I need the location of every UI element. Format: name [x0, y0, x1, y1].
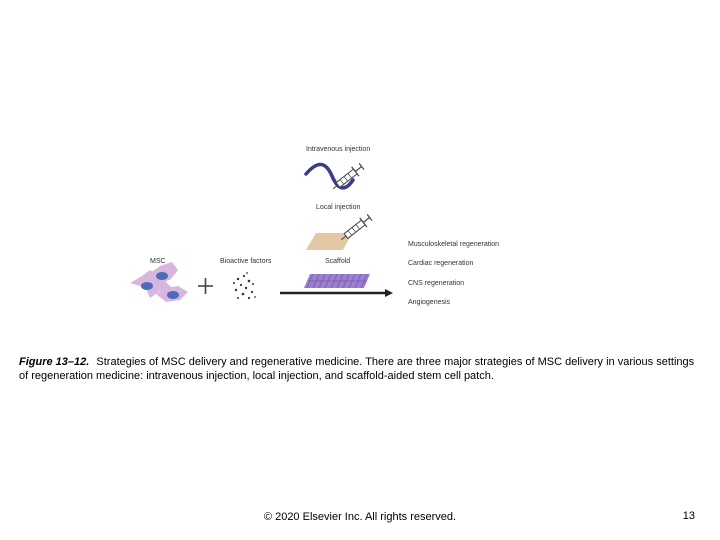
outcome-angiogenesis: Angiogenesis — [408, 299, 451, 306]
scaffold-illustration — [304, 274, 370, 288]
msc-cells — [130, 262, 188, 302]
figure-caption-text: Strategies of MSC delivery and regenerative medicine. There are three major strategies of MSC delivery in various settings of regeneration medicine: intravenous injection, local injection, and scaffold-aided stem cell patch. — [19, 356, 695, 382]
label-msc: MSC — [150, 258, 166, 265]
outcome-cardiac: Cardiac regeneration — [408, 260, 474, 267]
label-bioactive-factors: Bioactive factors — [220, 258, 272, 265]
label-scaffold: Scaffold — [325, 258, 351, 265]
plus-icon — [198, 278, 213, 294]
figure-caption — [19, 355, 699, 383]
bioactive-factor-dots — [233, 272, 256, 299]
page-number: 13 — [682, 510, 695, 522]
outcome-cns: CNS regeneration — [408, 280, 465, 287]
syringe-icon — [330, 162, 366, 194]
outcome-musculoskeletal: Musculoskeletal regeneration — [408, 241, 500, 248]
label-intravenous-injection: Intravenous injection — [306, 146, 371, 153]
figure-caption-label: Figure 13–12. — [19, 356, 90, 368]
label-local-injection: Local injection — [316, 204, 361, 211]
copyright-footer: © 2020 Elsevier Inc. All rights reserved. — [263, 511, 457, 523]
delivery-arrow — [280, 289, 393, 297]
